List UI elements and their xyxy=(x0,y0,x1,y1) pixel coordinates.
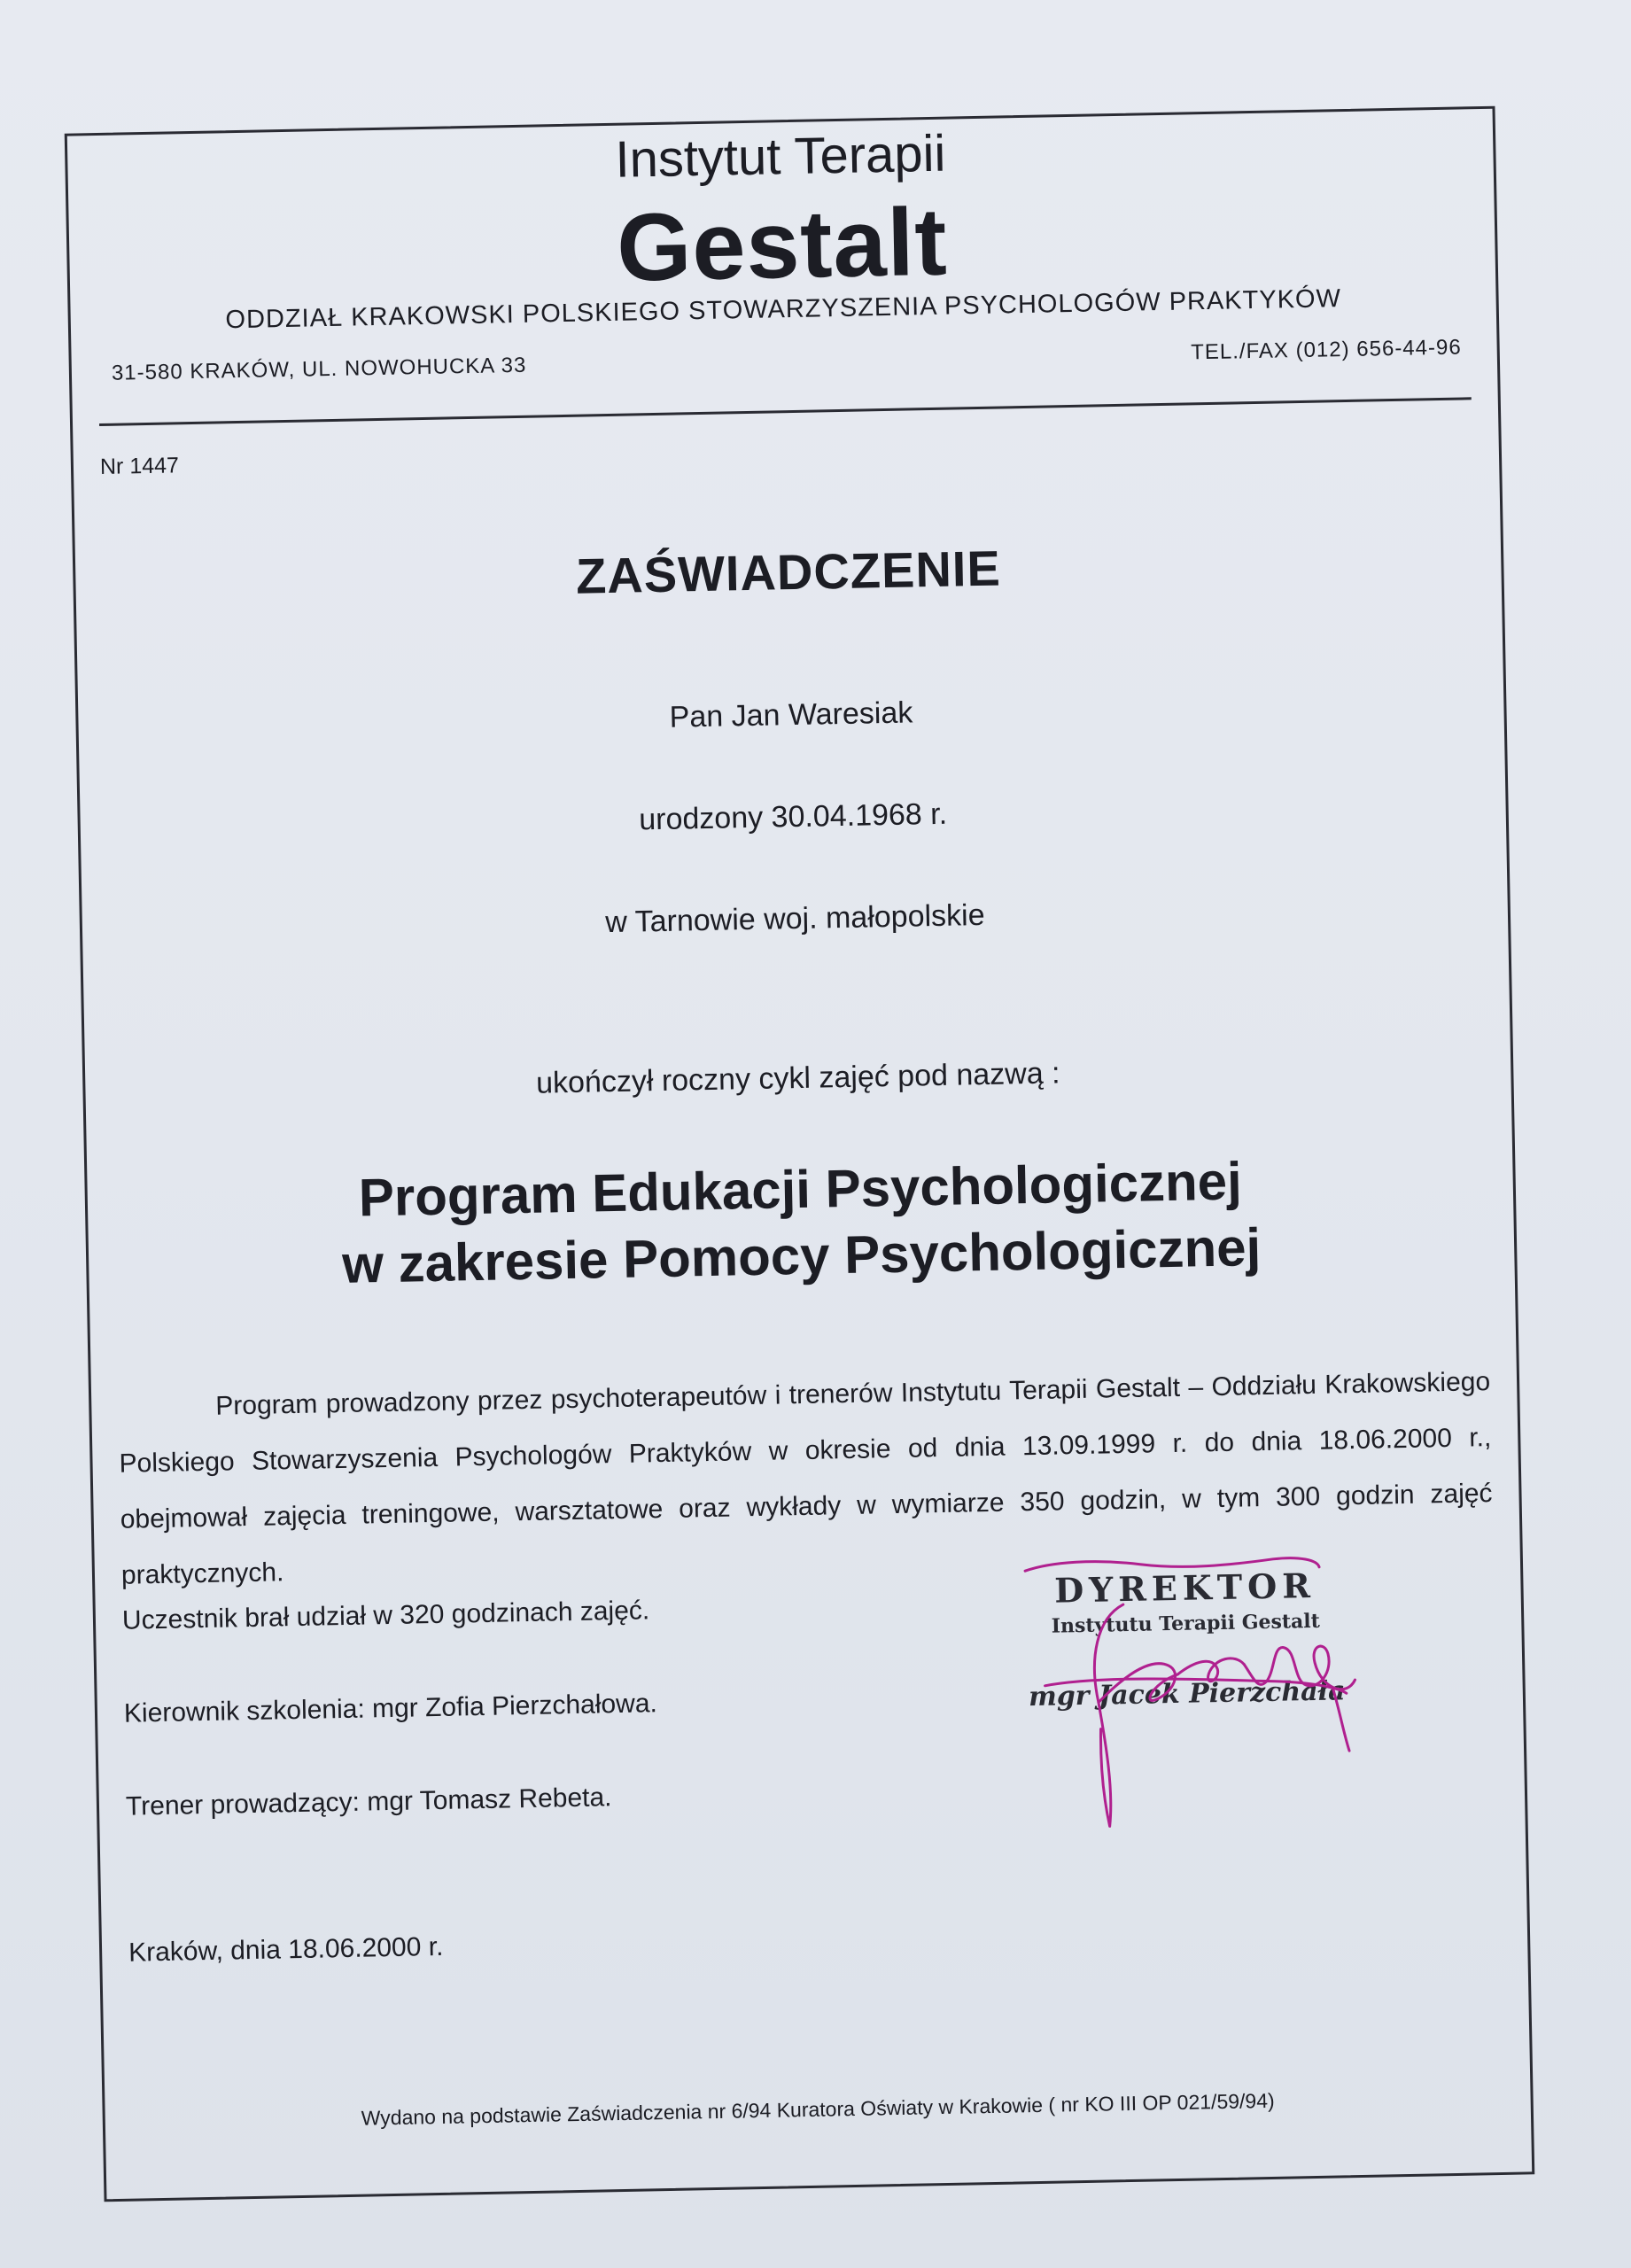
completion-statement: ukończył roczny cykl zajęć pod nazwą : xyxy=(535,1056,1060,1100)
training-manager: Kierownik szkolenia: mgr Zofia Pierzchałowa. xyxy=(123,1689,658,1728)
lead-trainer: Trener prowadzący: mgr Tomasz Rebeta. xyxy=(125,1783,612,1821)
document-number: Nr 1447 xyxy=(99,453,180,480)
institute-name-line2: Gestalt xyxy=(616,187,949,301)
stamp-name: mgr Jacek Pierzchała xyxy=(1028,1675,1346,1713)
document-frame xyxy=(65,106,1535,2202)
header-divider xyxy=(99,397,1472,426)
birth-date: urodzony 30.04.1968 r. xyxy=(638,796,948,837)
program-title-line1: Program Edukacji Psychologicznej xyxy=(358,1151,1243,1228)
institute-name-line1: Instytut Terapii xyxy=(614,124,946,189)
attended-hours: Uczestnik brał udział w 320 godzinach zajęć. xyxy=(121,1596,650,1635)
birth-place: w Tarnowie woj. małopolskie xyxy=(604,897,985,940)
stamp-title: DYREKTOR xyxy=(1053,1565,1316,1611)
handwritten-signature xyxy=(990,1547,1376,1846)
program-description: Program prowadzony przez psychoterapeutów i trenerów Instytutu Terapii Gestalt – Oddziału Krakowskiego Polskiego Stowarzyszenia Psychologów Praktyków w okresie od dnia 13.09.1999 r. do dnia 18.06.2000 r., obejmował zajęcia treningowe, warsztatowe oraz wykłady w wymiarze 350 godzin, w tym 300 godzin zajęć praktycznych. xyxy=(119,1367,1493,1590)
address: 31-580 KRAKÓW, UL. NOWOHUCKA 33 xyxy=(111,353,527,385)
phone-fax: TEL./FAX (012) 656-44-96 xyxy=(1190,335,1462,365)
program-title-line2: w zakresie Pomocy Psychologicznej xyxy=(341,1217,1262,1294)
branch-name: ODDZIAŁ KRAKOWSKI POLSKIEGO STOWARZYSZENIA PSYCHOLOGÓW PRAKTYKÓW xyxy=(225,284,1342,335)
legal-basis-footer: Wydano na podstawie Zaświadczenia nr 6/94 Kuratora Oświaty w Krakowie ( nr KO III OP 021/59/94) xyxy=(361,2088,1275,2130)
place-and-date: Kraków, dnia 18.06.2000 r. xyxy=(128,1931,444,1968)
stamp-subtitle: Instytutu Terapii Gestalt xyxy=(1051,1609,1321,1638)
document-title: ZAŚWIADCZENIE xyxy=(575,540,1002,604)
recipient-name: Pan Jan Waresiak xyxy=(669,695,913,734)
